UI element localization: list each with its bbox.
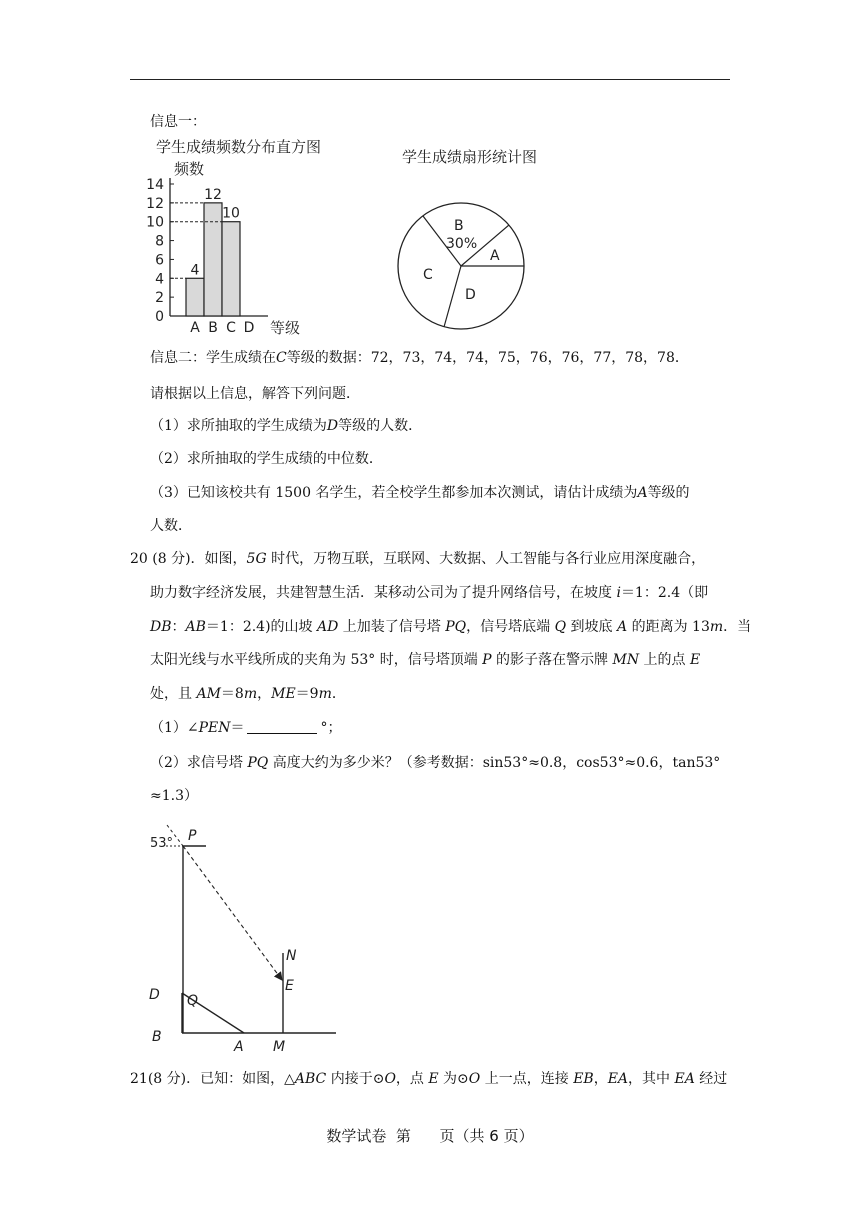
q19-part3-cont: 人数． bbox=[150, 518, 192, 534]
info2-text: 信息二：学生成绩在C等级的数据：72，73，74，74，75，76，76，77，78，78． bbox=[150, 350, 689, 366]
q20-sub2-cont: ≈1.3） bbox=[150, 788, 198, 804]
label-e: E bbox=[285, 978, 294, 994]
answer-blank[interactable] bbox=[247, 719, 317, 734]
histogram-category-label: D bbox=[243, 320, 255, 336]
histogram-y-tick-label: 6 bbox=[155, 252, 164, 269]
histogram-y-tick-label: 8 bbox=[155, 233, 164, 250]
page-footer: 数学试卷 第 页（共 6 页） bbox=[326, 1127, 534, 1145]
q20-line3: DB：AB＝1：2.4)的山坡 AD 上加装了信号塔 PQ，信号塔底端 Q 到坡底 A 的距离为 13m．当 bbox=[150, 619, 752, 635]
pie-title: 学生成绩扇形统计图 bbox=[402, 148, 538, 166]
label-n: N bbox=[286, 948, 297, 964]
q19-part3: （3）已知该校共有 1500 名学生，若全校学生都参加本次测试，请估计成绩为A等级的 bbox=[150, 485, 690, 501]
label-p: P bbox=[188, 828, 197, 844]
histogram-xlabel: 等级 bbox=[270, 319, 301, 337]
histogram-y-tick-label: 10 bbox=[146, 214, 164, 231]
histogram-ylabel: 频数 bbox=[174, 160, 205, 178]
histogram-category-label: B bbox=[208, 320, 218, 336]
q20-line4: 太阳光线与水平线所成的夹角为 53° 时，信号塔顶端 P 的影子落在警示牌 MN 上的点 E bbox=[150, 652, 701, 668]
q20-sub1: （1）∠PEN＝ °； bbox=[150, 720, 342, 736]
label-q: Q bbox=[187, 993, 199, 1009]
histogram-y-tick-label: 12 bbox=[146, 195, 164, 212]
pie-label-b-pct: 30% bbox=[446, 236, 478, 252]
q19-part2: （2）求所抽取的学生成绩的中位数． bbox=[150, 451, 383, 467]
histogram-bar bbox=[204, 203, 222, 316]
histogram-chart bbox=[140, 132, 350, 342]
histogram-bar bbox=[186, 278, 204, 316]
pie-label-c: C bbox=[423, 267, 433, 283]
histogram-value-label: 10 bbox=[222, 205, 240, 222]
prompt-text: 请根据以上信息，解答下列问题． bbox=[150, 386, 360, 402]
q19-part1: （1）求所抽取的学生成绩为D等级的人数． bbox=[150, 418, 423, 434]
histogram-y-tick-label: 2 bbox=[155, 290, 164, 307]
histogram-bar bbox=[222, 222, 240, 316]
sun-ray bbox=[183, 846, 282, 980]
histogram-category-label: C bbox=[226, 320, 236, 336]
q20-line2: 助力数字经济发展，共建智慧生活．某移动公司为了提升网络信号，在坡度 i＝1：2.4（即 bbox=[150, 585, 709, 601]
label-b: B bbox=[152, 1029, 162, 1045]
pie-label-b: B bbox=[454, 218, 464, 234]
q20-line1: 20 (8 分)．如图，5G 时代，万物互联，互联网、大数据、人工智能与各行业应用深度融合， bbox=[130, 551, 706, 567]
label-a: A bbox=[234, 1039, 244, 1055]
q20-sub2: （2）求信号塔 PQ 高度大约为多少米？（参考数据：sin53°≈0.8，cos53°≈0.6，tan53° bbox=[150, 755, 721, 771]
q20-line5: 处，且 AM＝8m，ME＝9m． bbox=[150, 686, 346, 702]
info1-label: 信息一： bbox=[150, 114, 206, 130]
pie-label-a: A bbox=[490, 248, 500, 264]
histogram-y-tick-label: 0 bbox=[155, 309, 164, 325]
pie-label-d: D bbox=[465, 287, 476, 303]
header-rule bbox=[130, 79, 730, 80]
histogram-value-label: 4 bbox=[190, 262, 200, 279]
histogram-category-label: A bbox=[190, 320, 200, 336]
histogram-title: 学生成绩频数分布直方图 bbox=[156, 138, 322, 156]
geometry-figure bbox=[140, 820, 350, 1055]
label-m: M bbox=[273, 1039, 286, 1055]
histogram-value-label: 12 bbox=[204, 186, 222, 203]
histogram-y-tick-label: 14 bbox=[146, 177, 164, 193]
pie-divider-4 bbox=[444, 266, 461, 327]
label-d: D bbox=[149, 987, 160, 1003]
q21-line1: 21(8 分)．已知：如图，△ABC 内接于⊙O，点 E 为⊙O 上一点，连接 EB，EA，其中 EA 经过 bbox=[130, 1071, 728, 1087]
histogram-y-tick-label: 4 bbox=[155, 271, 164, 288]
pie-chart bbox=[390, 140, 540, 335]
angle-label: 53° bbox=[150, 836, 174, 851]
